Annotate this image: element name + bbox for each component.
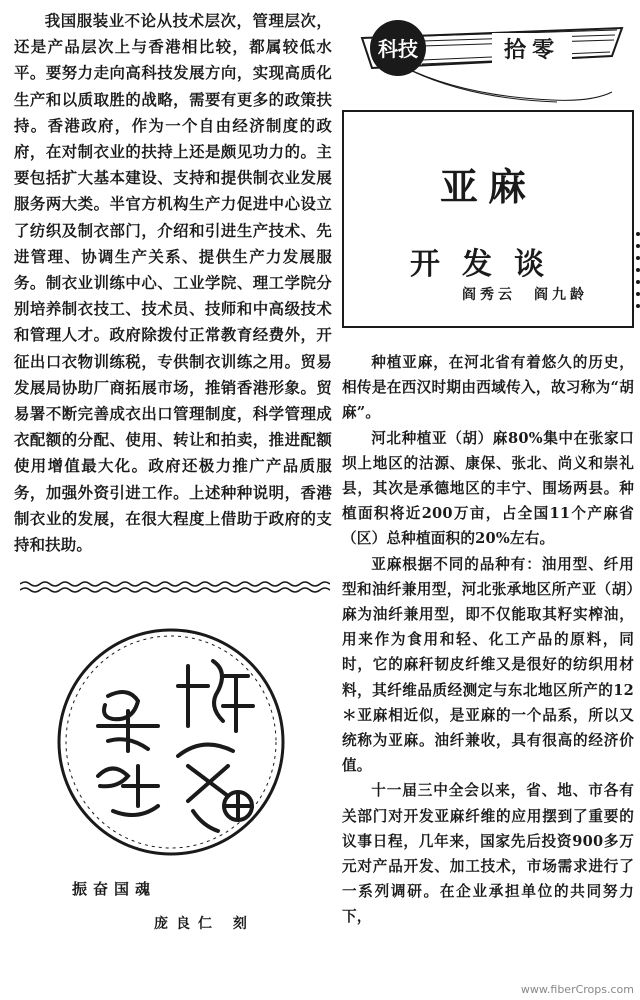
article-authors: 阎秀云 阎九龄 <box>462 287 588 303</box>
article-paragraph-1: 种植亚麻，在河北省有着悠久的历史，相传是在西汉时期由西域传入，故习称为“胡麻”。 <box>342 354 634 422</box>
watermark-text: www.fiberCrops.com <box>520 983 634 996</box>
wavy-divider <box>20 580 330 594</box>
column-header <box>342 8 634 106</box>
seal-carving <box>38 616 308 866</box>
seal-image <box>38 616 308 866</box>
article-subtitle: 开发谈 <box>410 247 566 282</box>
left-column <box>14 8 332 933</box>
right-column <box>342 8 634 930</box>
left-paragraph: 我国服装业不论从技术层次，管理层次，还是产品层次上与香港相比较，都属较低水平。要努力走向高科技发展方向，实现高质化生产和以质取胜的战略，需要有更多的政策扶持。香港政府，作为一个自由经济制度的政府，在对制衣业的扶持上还是颇见功力的。主要包括扩大基本建设、支持和提供制衣业发展服务两大类。半官方机构生产力促进中心设立了纺织及制衣部门，介绍和引进生产技术、先进管理、协调生产关系、提供生产力发展服务。制衣业训练中心、工业学院、理工学院分别培养制衣技工、技术员、技师和中高级技术和管理人才。政府除拨付正常教育经费外，开征出口衣物训练税，专供制衣训练之用。贸易发展局协助厂商拓展市场，推销香港形象。贸易署不断完善成衣出口管理制度，科学管理成衣配额的分配、使用、转让和拍卖，推进配额使用增值最大化。政府还极力推广产品质服务，加强外资引进工作。上述种种说明，香港制衣业的发展，在很大程度上借助于政府的支持和扶助。 <box>14 12 332 555</box>
article-paragraph-2: 河北种植亚（胡）麻80%集中在张家口坝上地区的沽源、康保、张北、尚义和崇礼县，其次是承德地区的丰宁、围场两县。种植面积将近200万亩，占全国11个产麻省（区）总种植面积的20%左右。 <box>342 429 634 548</box>
column-name-b: 拾零 <box>503 37 561 63</box>
article-paragraph-3: 亚麻根据不同的品种有：油用型、纤用型和油纤兼用型，河北张承地区所产亚（胡）麻为油纤兼用型，即不仅能取其籽实榨油，用来作为食用和轻、化工产品的原料，同时，它的麻秆韧皮纤维又是很好的纺织用材料，其纤维品质经测定与东北地区所产的12＊亚麻相近似，是亚麻的一个品系，所以又统称为亚麻。油纤兼收，具有很高的经济价值。 <box>342 555 634 775</box>
seal-author: 庞良仁 刻 <box>154 916 255 933</box>
article-body <box>342 350 634 930</box>
side-decoration <box>634 230 640 320</box>
column-banner <box>342 8 634 106</box>
article-title: 亚麻 <box>439 164 536 209</box>
seal-caption: 振奋国魂 <box>72 880 157 899</box>
title-box <box>342 110 634 328</box>
article-paragraph-4: 十一届三中全会以来，省、地、市各有关部门对开发亚麻纤维的应用摆到了重要的议事日程，几年来，国家先后投资900多万元对产品开发、加工技术，市场需求进行了一系列调研。在企业承担单位的共同努力下， <box>342 782 634 926</box>
column-name-a: 科技 <box>378 37 418 61</box>
